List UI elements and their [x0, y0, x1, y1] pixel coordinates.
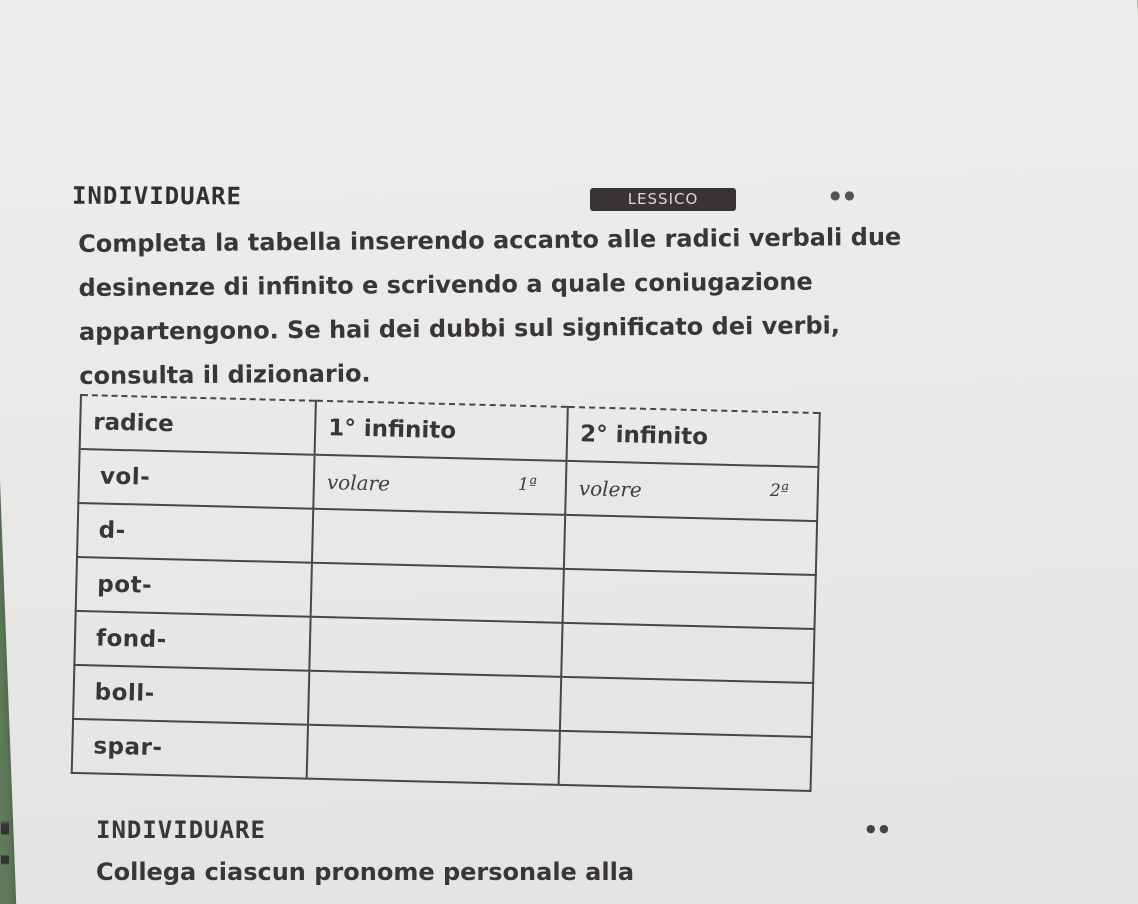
exercise-title-2: INDIVIDUARE — [96, 816, 266, 844]
header-infinito-2: 2° infinito — [567, 407, 820, 467]
root-cell: vol- — [78, 449, 314, 509]
root-cell: boll- — [73, 665, 309, 725]
header-infinito-1: 1° infinito — [315, 401, 568, 461]
infinitive-2-cell[interactable] — [564, 515, 817, 575]
exercise-instructions-2: Collega ciascun pronome personale alla — [96, 858, 635, 886]
infinitive-1-cell[interactable] — [313, 455, 566, 515]
exercise-title: INDIVIDUARE — [71, 181, 243, 211]
handwritten-conjugation: 2ª — [769, 480, 790, 502]
verb-root-table — [71, 394, 821, 792]
exercise-number-mark — [1, 820, 9, 870]
root-cell: d- — [77, 503, 313, 563]
root-cell: spar- — [72, 719, 308, 779]
infinitive-2-cell[interactable] — [565, 461, 818, 521]
handwritten-conjugation: 1ª — [517, 474, 538, 496]
difficulty-dots: ● ● — [830, 188, 855, 202]
infinitive-1-cell[interactable] — [309, 617, 562, 677]
infinitive-1-cell[interactable] — [308, 671, 561, 731]
infinitive-2-cell[interactable] — [563, 569, 816, 629]
infinitive-1-cell[interactable] — [312, 509, 565, 569]
handwritten-infinitive: volere — [578, 476, 643, 502]
infinitive-2-cell[interactable] — [561, 623, 814, 683]
difficulty-dots-2: ● ● — [866, 822, 889, 835]
infinitive-1-cell[interactable] — [311, 563, 564, 623]
root-cell: pot- — [76, 557, 312, 617]
infinitive-2-cell[interactable] — [559, 731, 812, 791]
infinitive-1-cell[interactable] — [307, 725, 560, 785]
header-radice: radice — [80, 395, 316, 455]
root-cell: fond- — [74, 611, 310, 671]
verb-table-container — [71, 394, 821, 792]
exercise-instructions: Completa la tabella inserendo accanto alle radici verbali due desinenze di infinito e scrivendo a quale coniugazione appartengono. Se hai dei dubbi sul significato dei verbi, consulta il dizionario. — [78, 222, 902, 390]
handwritten-infinitive: volare — [326, 470, 391, 496]
infinitive-2-cell[interactable] — [560, 677, 813, 737]
lessico-badge: LESSICO — [590, 188, 736, 211]
